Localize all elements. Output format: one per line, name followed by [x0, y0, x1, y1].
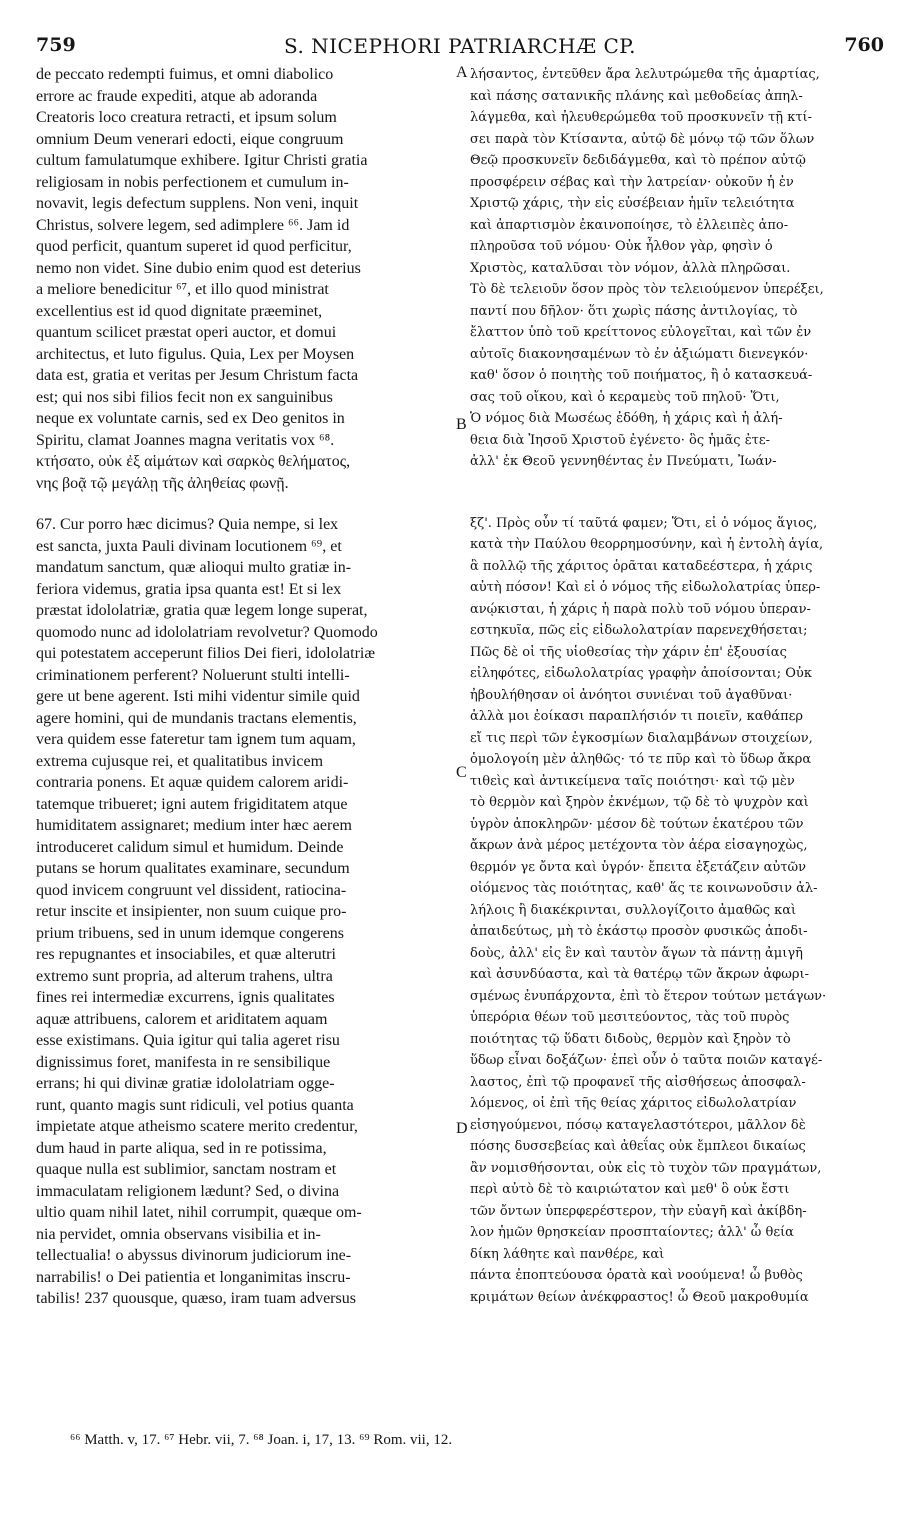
greek-line: παντί που δῆλον· ὅτι χωρὶς πάσης ἀντιλογίας, τὸ	[470, 303, 798, 319]
greek-line: Χριστὸς, καταλῦσαι τὸν νόμον, ἀλλὰ πληρῶσαι.	[470, 260, 791, 276]
greek-line	[470, 493, 886, 513]
greek-line: λήσαντος, ἐντεῦθεν ἄρα λελυτρώμεθα τῆς ἁμαρτίας,	[470, 67, 820, 82]
latin-line: ultio quam nihil latet, nihil corrumpit, quæque om-	[36, 1204, 362, 1221]
greek-line: τὸ θερμὸν καὶ ξηρὸν ἐκνέμων, τῷ δὲ τὸ ψυχρὸν καὶ	[470, 795, 809, 810]
greek-line: θεια διὰ Ἰησοῦ Χριστοῦ ἐγένετο· ὃς ἡμᾶς ἐτε-	[470, 432, 770, 448]
latin-line: omnium Deum venerari edocti, eique congruum	[36, 130, 344, 148]
greek-line: εἰσηγούμενοι, πόσῳ καταγελαστότεροι, μᾶλλον δὲ	[470, 1117, 806, 1133]
greek-line: ἔλαττον ὑπὸ τοῦ κρείττονος εὐλογεῖται, καὶ τῶν ἐν	[470, 325, 812, 340]
greek-line: Χριστῷ χάρις, τὴν εἰς εὐσέβειαν ἡμῖν τελειότητα	[470, 196, 795, 211]
greek-line: ἀπαιδεύτως, μὴ τὸ ἑκάστῳ προσὸν φυσικῶς ἀποδι-	[470, 924, 808, 939]
greek-line: λαστος, ἐπὶ τῷ προφανεῖ τῆς αἰσθήσεως ἀποσφαλ-	[470, 1074, 806, 1090]
greek-line: ποιότητας τῷ ὕδατι διδοὺς, θερμὸν καὶ ξηρὸν τὸ	[470, 1031, 791, 1047]
greek-line: ξζ'. Πρὸς οὖν τί ταῦτά φαμεν; Ὅτι, εἰ ὁ νόμος ἅγιος,	[470, 515, 818, 531]
latin-line: esse existimans. Quia igitur qui talia ageret risu	[36, 1032, 340, 1049]
latin-line: dignissimus foret, manifesta in re sensibilique	[36, 1053, 331, 1071]
latin-line: quomodo nunc ad idololatriam revolvetur? Quomodo	[36, 623, 378, 641]
latin-line: agere homini, qui de mundanis tractans elementis,	[36, 709, 357, 727]
latin-line: cultum famulatumque exhibere. Igitur Christi gratia	[36, 152, 368, 169]
greek-line: λήλοις ἢ διακέκρινται, συλλογίζοιτο ἀμαθῶς καὶ	[470, 902, 797, 918]
greek-column	[470, 64, 886, 1308]
greek-line: ὕδωρ εἶναι δοξάζων· ἐπεὶ οὖν ὁ ταῦτα ποιῶν καταγέ-	[470, 1053, 823, 1068]
latin-line: gere ut bene agerent. Isti mihi videntur simile quid	[36, 688, 360, 705]
latin-line: immaculatam religionem lædunt? Sed, o divina	[36, 1182, 340, 1200]
greek-line: ανῴκισται, ἡ χάρις ἡ παρὰ πολὺ τοῦ νόμου ὑπεραν-	[470, 601, 811, 617]
greek-line: καὶ ἀσυνδύαστα, καὶ τὰ θατέρῳ τῶν ἄκρων ἀφωρι-	[470, 967, 809, 982]
latin-line: architectus, et luto figulus. Quia, Lex per Moysen	[36, 345, 355, 363]
greek-line: περὶ αὐτὸ δὲ τὸ καιριώτατον καὶ μεθ' ὃ οὐκ ἔστι	[470, 1182, 790, 1197]
latin-line: præstat idololatriæ, gratia quæ legem longe superat,	[36, 602, 368, 619]
running-header	[36, 34, 884, 62]
greek-line: Ὁ νόμος διὰ Μωσέως ἐδόθη, ἡ χάρις καὶ ἡ ἀλή-	[470, 411, 783, 426]
latin-line: fines rei intermediæ excurrens, ignis qualitates	[36, 989, 335, 1006]
latin-line: nemo non videt. Sine dubio enim quod est deterius	[36, 259, 361, 277]
footnotes: ⁶⁶ Matth. v, 17. ⁶⁷ Hebr. vii, 7. ⁶⁸ Joan. i, 17, 13. ⁶⁹ Rom. vii, 12.	[70, 1432, 453, 1448]
greek-line: προσφέρειν σέβας καὶ τὴν λατρείαν· οὐκοῦν ἡ ἐν	[470, 174, 794, 190]
section-marker-a: A	[456, 64, 468, 81]
latin-line: narrabilis! o Dei patientia et longanimitas inscru-	[36, 1268, 351, 1286]
latin-line: prium tribuens, sed in unum idemque congerens	[36, 924, 344, 942]
latin-line: res repugnantes et insociabiles, et quæ alterutri	[36, 946, 336, 963]
greek-line	[470, 473, 886, 493]
greek-line: οἰόμενος τὰς ποιότητας, καθ' ἅς τε κοινωνοῦσιν ἀλ-	[470, 881, 818, 896]
greek-line: δίκη λάθητε καὶ πανθέρε, καὶ	[470, 1246, 665, 1262]
latin-line: tabilis! 237 quousque, quæso, iram tuam adversus	[36, 1290, 356, 1307]
latin-line: novavit, legis defectum supplens. Non veni, inquit	[36, 195, 359, 212]
latin-line: mandatum sanctum, quæ alioqui multo gratiæ in-	[36, 559, 352, 576]
greek-line: Τὸ δὲ τελειοῦν ὅσον πρὸς τὸν τελειούμενον ὑπερέξει,	[470, 282, 824, 297]
latin-line: religiosam in nobis perfectionem et cumulum in-	[36, 173, 349, 191]
greek-line: ἄκρων ἀνὰ μέρος μετέχοντα τὸν ἀέρα εἰσαγηοχὼς,	[470, 838, 808, 853]
greek-line: πάντα ἐποπτεύουσα ὁρατὰ καὶ νοούμενα! ὦ βυθὸς	[470, 1268, 803, 1283]
latin-line: introduceret calidum simul et humidum. Deinde	[36, 838, 344, 856]
latin-line: κτήσατο, οὐκ ἐξ αἱμάτων καὶ σαρκὸς θελήματος,	[36, 453, 351, 470]
latin-line: de peccato redempti fuimus, et omni diabolico	[36, 66, 334, 83]
greek-line: ἀλλὰ μοι ἐοίκασι παραπλήσιόν τι ποιεῖν, καθάπερ	[470, 709, 804, 724]
greek-line: καὶ πάσης σατανικῆς πλάνης καὶ μεθοδείας ἀπηλ-	[470, 88, 803, 104]
latin-line: extrema cujusque rei, et qualitatibus invicem	[36, 752, 324, 770]
latin-line: Creatoris loco creatura retracti, et ipsum solum	[36, 109, 337, 126]
latin-line	[36, 494, 456, 514]
latin-line: dum haud in parte aliqua, sed in re potissima,	[36, 1139, 327, 1157]
latin-line: runt, quanto magis sunt ridiculi, vel potius quanta	[36, 1096, 354, 1114]
latin-line: feriora videmus, gratia ipsa quanta est! Et si lex	[36, 580, 342, 598]
section-marker-d: D	[456, 1120, 468, 1137]
latin-line: aquæ attribuens, calorem et ariditatem aquam	[36, 1010, 328, 1028]
latin-line: retur inscite et insipienter, non suum cuique pro-	[36, 903, 347, 920]
latin-line: putans se horum qualitates examinare, secundum	[36, 860, 350, 877]
greek-line: σει παρὰ τὸν Κτίσαντα, αὐτῷ δὲ μόνῳ τῷ τῶν ὅλων	[470, 131, 815, 147]
greek-line: ὁμολογοίη μὲν ἀληθῶς· τό τε πῦρ καὶ τὸ ὕδωρ ἄκρα	[470, 752, 812, 767]
latin-line: quod invicem congruunt vel dissident, ratiocina-	[36, 881, 347, 899]
greek-line: κριμάτων θείων ἀνέκφραστος! ὦ Θεοῦ μακροθυμία	[470, 1289, 809, 1305]
latin-line: errore ac fraude expediti, atque ab adoranda	[36, 87, 318, 105]
latin-line: neque ex voluntate carnis, sed ex Deo genitos in	[36, 410, 345, 427]
latin-line: data est, gratia et veritas per Jesum Christum facta	[36, 367, 359, 384]
greek-line: λον ἡμῶν θρησκείαν προσπταίοντες; ἀλλ' ὦ θεία	[470, 1225, 794, 1240]
greek-line: λάγμεθα, καὶ ἠλευθερώμεθα τοῦ προσκυνεῖν τῇ κτί-	[470, 110, 813, 125]
latin-line: humiditatem assignaret; medium inter hæc aerem	[36, 817, 352, 834]
greek-line: καθ' ὅσον ὁ ποιητὴς τοῦ ποιήματος, ἢ ὁ κατασκευά-	[470, 368, 813, 383]
greek-line: ὑπερόρια θέων τοῦ μεσιτεύοντος, τὰς τοῦ πυρὸς	[470, 1010, 790, 1025]
latin-line: excellentius est id quod dignitate præeminet,	[36, 302, 323, 320]
greek-line: λόμενος, οἱ ἐπὶ τῆς θείας χάριτος εἰδωλολατρίαν	[470, 1096, 797, 1111]
greek-line: ὑγρὸν ἀποκληρῶν· μέσον δὲ τούτων ἑκατέρου τῶν	[470, 816, 804, 832]
latin-line: est; qui nos sibi filios fecit non ex sanguinibus	[36, 388, 333, 406]
latin-line: quod perficit, quantum superet id quod perficitur,	[36, 238, 352, 255]
latin-line: Christus, solvere legem, sed adimplere ⁶⁶. Jam id	[36, 216, 350, 234]
section-marker-b: B	[456, 416, 467, 433]
page-number-right: 760	[844, 34, 884, 56]
greek-line: εἴ τις περὶ τῶν ἐγκοσμίων διαλαμβάνων στοιχείων,	[470, 730, 813, 746]
greek-line: Πῶς δὲ οἱ τῆς υἱοθεσίας τὴν χάριν ἐπ' ἐξουσίας	[470, 644, 787, 660]
latin-line: Spiritu, clamat Joannes magna veritatis vox ⁶⁸.	[36, 431, 335, 449]
greek-line: αὐτοῖς διακονησαμένων τὸ ἐν ἀξιώματι διενεγκόν·	[470, 346, 809, 362]
latin-line: tellectualia! o abyssus divinorum judiciorum ine-	[36, 1247, 352, 1264]
greek-line: εἰληφότες, εἰδωλολατρίας γραφὴν ἀποίσονται; Οὐκ	[470, 666, 812, 681]
latin-line: a meliore benedicitur ⁶⁷, et illo quod ministrat	[36, 281, 329, 298]
latin-line: qui potestatem acceperunt filios Dei fieri, idololatriæ	[36, 645, 376, 662]
greek-line: πόσης δυσσεβείας καὶ ἀθεΐας οὐκ ἔμπλεοι δικαίως	[470, 1139, 806, 1154]
latin-line: contraria ponens. Et aquæ quidem calorem aridi-	[36, 774, 349, 791]
latin-line: criminationem perferent? Noluerunt stulti intelli-	[36, 666, 350, 684]
latin-line: νης βοᾷ τῷ μεγάλῃ τῆς ἀληθείας φωνῇ.	[36, 474, 289, 492]
latin-line: extremo sunt propria, ad alterum trahens, ultra	[36, 967, 333, 985]
greek-line: καὶ ἀπαρτισμὸν ἐκαινοποίησε, τὸ ἐλλειπὲς ἀπο-	[470, 217, 789, 233]
latin-line: tatemque tribueret; igni autem frigiditatem atque	[36, 795, 348, 813]
greek-line: ἠβουλήθησαν οἱ ἀνόητοι συνιέναι τοῦ ἀγαθῦναι·	[470, 687, 793, 703]
section-marker-c: C	[456, 764, 467, 781]
greek-line: ἃ πολλῷ τῆς χάριτος ὁρᾶται καταδεέστερα, ἡ χάρις	[470, 558, 813, 574]
latin-column	[36, 64, 456, 1310]
greek-line: Θεῷ προσκυνεῖν δεδιδάγμεθα, καὶ τὸ πρέπον αὐτῷ	[470, 153, 806, 168]
latin-line: nia pervidet, omnia observans visibilia et in-	[36, 1225, 321, 1243]
greek-line: αὐτὴ πόσον! Καὶ εἰ ὁ νόμος τῆς εἰδωλολατρίας ὑπερ-	[470, 580, 821, 595]
greek-line: θερμόν γε ὄντα καὶ ὑγρόν· ἔπειτα ἐξετάζειν αὐτῶν	[470, 859, 807, 875]
latin-line: errans; hi qui divinæ gratiæ idololatriam ogge-	[36, 1075, 335, 1092]
latin-line: quaque nulla est sublimior, sanctam nostram et	[36, 1161, 337, 1178]
page-number-left: 759	[36, 34, 76, 56]
greek-line: ἀλλ' ἐκ Θεοῦ γεννηθέντας ἐν Πνεύματι, Ἰωάν-	[470, 454, 777, 469]
greek-line: πληροῦσα τοῦ νόμου· Οὐκ ἦλθον γὰρ, φησὶν ὁ	[470, 239, 773, 254]
latin-line: impietate atque atheismo scatere merito credentur,	[36, 1118, 358, 1135]
greek-line: κατὰ τὴν Παύλου θεορρημοσύνην, καὶ ἡ ἐντολὴ ἁγία,	[470, 537, 824, 552]
greek-line: σμένως ἐνυπάρχοντα, ἐπὶ τὸ ἕτερον τούτων μετάγων·	[470, 988, 827, 1004]
greek-line: ἂν νομισθήσονται, οὐκ εἰς τὸ τυχὸν τῶν πραγμάτων,	[470, 1160, 822, 1176]
latin-line: est sancta, juxta Pauli divinam locutionem ⁶⁹, et	[36, 537, 342, 555]
greek-line: δοὺς, ἀλλ' εἰς ἓν καὶ ταυτὸν ἄγων τὰ πάντῃ ἀμιγῆ	[470, 945, 803, 961]
latin-line: vera quidem esse fateretur tam ignem tum aquam,	[36, 731, 356, 748]
latin-line: quantum scilicet præstat operi auctor, et domui	[36, 324, 337, 341]
greek-line: σας τοῦ οἴκου, καὶ ὁ κεραμεὺς τοῦ πηλοῦ· Ὅτι,	[470, 389, 780, 405]
greek-line: τιθεὶς καὶ ἀντικείμενα ταῖς ποιότησι· καὶ τῷ μὲν	[470, 773, 795, 789]
running-title: S. NICEPHORI PATRIARCHÆ CP.	[283, 34, 637, 58]
latin-line: 67. Cur porro hæc dicimus? Quia nempe, si lex	[36, 516, 339, 533]
greek-line: εστηκυῖα, πῶς εἰς εἰδωλολατρίαν παρενεχθήσεται;	[470, 623, 808, 638]
greek-line: τῶν ὄντων ὑπερφερέστερον, τὴν εὐαγῆ καὶ ἀκίβδη-	[470, 1203, 807, 1219]
